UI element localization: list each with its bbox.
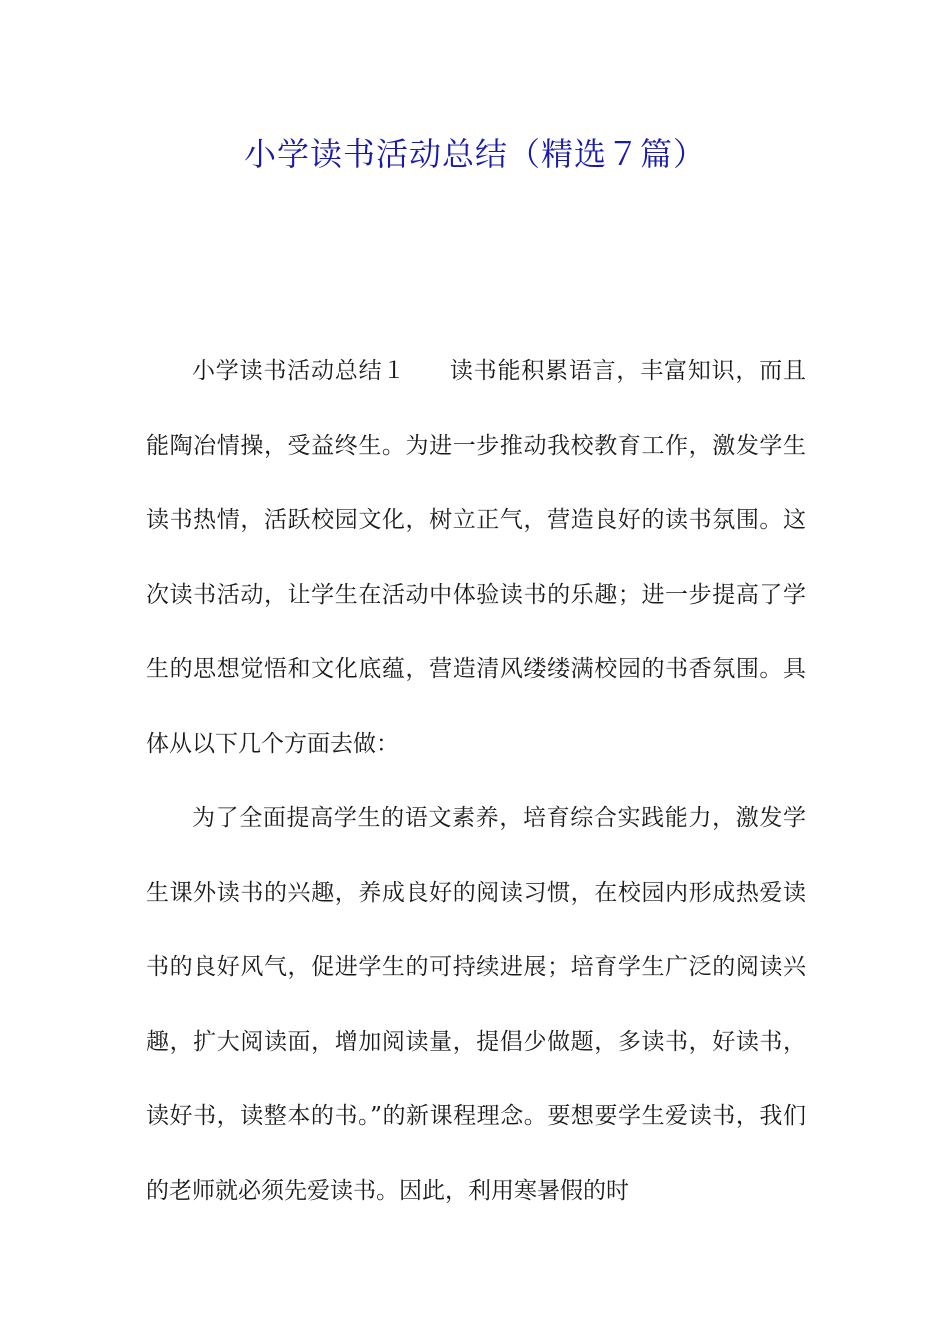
section-heading: 小学读书活动总结１: [192, 358, 407, 384]
paragraph-2: 为了全面提高学生的语文素养，培育综合实践能力，激发学生课外读书的兴趣，养成良好的阅读习惯，在校园内形成热爱读书的良好风气，促进学生的可持续进展；培育学生广泛的阅读兴趣，扩大阅读面，增加阅读量，提倡少做题，多读书，好读书，读好书，读整本的书。”的新课程理念。要想要学生爱读书，我们的老师就必须先爱读书。因此，利用寒暑假的时: [146, 805, 806, 1204]
document-body: [146, 334, 806, 1228]
paragraph-1: [146, 334, 806, 781]
paragraph-1-text: 读书能积累语言，丰富知识，而且能陶冶情操，受益终生。为进一步推动我校教育工作，激发学生读书热情，活跃校园文化，树立正气，营造良好的读书氛围。这次读书活动，让学生在活动中体验读书的乐趣；进一步提高了学生的思想觉悟和文化底蕴，营造清风缕缕满校园的书香氛围。具体从以下几个方面去做：: [146, 358, 807, 757]
document-title: 小学读书活动总结（精选７篇）: [243, 135, 706, 173]
